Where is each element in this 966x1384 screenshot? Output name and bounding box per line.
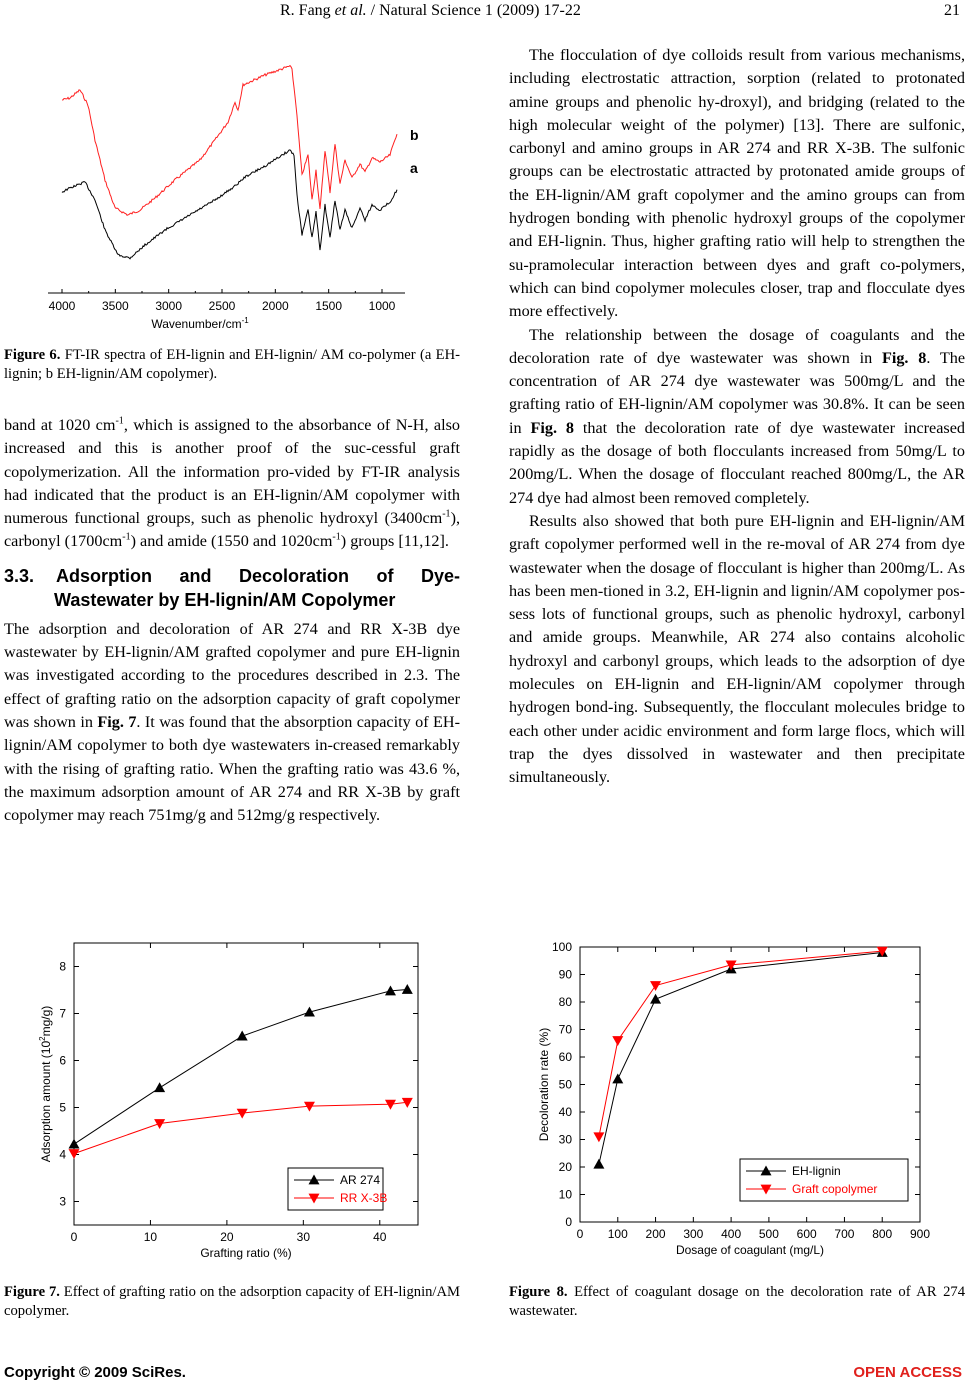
- text-run: The relationship between the dosage of coagulants and the decoloration rate of dye wastewater was shown in: [509, 325, 965, 367]
- y-tick-label: 100: [551, 940, 572, 954]
- running-title-authors: R. Fang: [280, 2, 335, 19]
- superscript: -1: [332, 532, 341, 544]
- series-line-1: [74, 990, 407, 1145]
- paragraph-dosage: [509, 324, 965, 510]
- figure-6-caption: [4, 346, 460, 384]
- data-point-series-2: [593, 1132, 604, 1142]
- text-run: ), carbonyl (1700cm: [4, 509, 460, 551]
- left-column-text: [4, 414, 460, 827]
- superscript: -1: [442, 508, 451, 520]
- y-tick-label: 70: [558, 1022, 572, 1037]
- y-axis-title: [38, 1006, 53, 1163]
- y-tick-label: 90: [558, 967, 572, 982]
- y-tick-label: 4: [59, 1147, 66, 1162]
- x-tick-label: 600: [796, 1227, 817, 1241]
- data-point-series-1: [593, 1159, 604, 1169]
- y-axis-title: Decoloration rate (%): [537, 1027, 551, 1142]
- running-title-journal: / Natural Science 1 (2009) 17-22: [366, 2, 581, 19]
- figure-7-caption-label: Figure 7.: [4, 1284, 60, 1300]
- page-number: 21: [944, 2, 960, 19]
- legend-label: RR X-3B: [340, 1191, 388, 1205]
- x-tick-label: 400: [721, 1227, 742, 1241]
- y-tick-label: 6: [59, 1053, 66, 1068]
- copyright-footer: Copyright © 2009 SciRes.: [4, 1364, 186, 1381]
- data-point-series-2: [154, 1119, 165, 1129]
- y-tick-label: 0: [565, 1215, 572, 1229]
- figure-7-caption-text: Effect of grafting ratio on the adsorption capacity of EH-lignin/AM copolymer.: [4, 1284, 460, 1319]
- paragraph-flocculation: The flocculation of dye colloids result from various mechanisms, including electrostatic attraction, sorption (related to protonated amine groups and phenolic hy-droxyl), and bridging (related to the high molecular weight of the polymer) [13]. There are sulfonic, carbonyl and amino groups in AR 274 and RR X-3B. The sulfonic groups can be electrostatic attracted by protonated amide groups of the EH-lignin/AM graft copolymer and the amino groups can from hydrogen bonding with phenolic hydroxyl groups of the copolymer and EH-lignin. Thus, higher grafting ratio will help to strengthen the su-pramolecular interaction between dyes and graft co-polymers, which can bind copolymer molecules closer, trap and flocculate dyes more effectively.: [509, 46, 965, 321]
- x-tick-label: 900: [909, 1227, 931, 1241]
- figure-6-caption-label: Figure 6.: [4, 347, 61, 363]
- text-run: ) and amide (1550 and 1020cm: [130, 532, 333, 551]
- y-axis-title-text: Adsorption amount (10: [39, 1040, 53, 1163]
- figure-7-caption: [4, 1283, 460, 1321]
- series-line-2: [599, 951, 882, 1137]
- figure-reference: Fig. 8: [881, 348, 927, 367]
- paragraph-ftir-summary: [4, 414, 460, 554]
- data-point-series-1: [69, 1139, 80, 1149]
- x-tick-label: 2500: [208, 299, 236, 313]
- data-point-series-1: [612, 1074, 623, 1084]
- legend-label: EH-lignin: [792, 1164, 841, 1178]
- data-point-series-1: [402, 984, 413, 994]
- figure-reference: Fig. 7: [97, 712, 137, 731]
- x-axis-title: Dosage of coagulant (mg/L): [675, 1243, 825, 1257]
- text-run: , which is assigned to the absorbance of N-H, also increased and this is another proof of the suc-cessful graft copolymerization. All the information pro-vided by FT-IR analysis had indicated that the product is an EH-lignin/AM copolymer with numerous functional groups, such as phenolic hydroxyl (3400cm: [4, 416, 460, 528]
- figure-8-caption: [509, 1283, 965, 1321]
- x-tick-label: 0: [70, 1230, 78, 1244]
- paragraph-results: Results also showed that both pure EH-lignin and EH-lignin/AM graft copolymer performed well in the re-moval of AR 274 from dye wastewater when the dosage of flocculant is higher than 200mg/L. As has been men-tioned in 3.2, EH-lignin and lignin/AM copolymer pos-sess lots of functional groups, such as phenolic hydroxyl, carbonyl and amide groups. Meanwhile, AR 274 also contains alcoholic hydroxyl and carbonyl groups, which leads to the adsorption of dye molecules on EH-lignin and EH-lignin/AM copolymer through hydrogen bond-ing. Subsequently, the flocculant molecules bridge to each other under acidic environment and form large flocs, which will trap the dyes dissolved in wastewater and then precipitate simultaneously.: [509, 511, 965, 787]
- y-tick-label: 20: [558, 1160, 572, 1174]
- x-tick-label: 3500: [101, 299, 129, 313]
- section-heading: [4, 564, 460, 588]
- superscript: -1: [122, 532, 131, 544]
- data-point-series-1: [650, 994, 661, 1004]
- data-point-series-2: [612, 1036, 623, 1046]
- y-axis-title-sup: 2: [38, 1036, 47, 1041]
- figure-6-ftir-spectra: [40, 60, 420, 335]
- y-tick-label: 8: [59, 959, 66, 974]
- y-tick-label: 80: [558, 995, 572, 1009]
- y-tick-label: 50: [558, 1077, 572, 1092]
- x-axis-title: Grafting ratio (%): [200, 1246, 292, 1260]
- text-run: band at 1020 cm: [4, 416, 116, 434]
- x-axis-title-sup: -1: [241, 316, 249, 325]
- y-tick-label: 3: [59, 1194, 66, 1209]
- open-access-footer: OPEN ACCESS: [853, 1364, 962, 1381]
- legend-label: Graft copolymer: [792, 1182, 878, 1196]
- y-tick-label: 5: [59, 1100, 66, 1115]
- figure-8-caption-text: Effect of coagulant dosage on the decoloration rate of AR 274 wastewater.: [509, 1284, 966, 1319]
- figure-7-chart: [30, 935, 460, 1270]
- x-axis-title: [151, 316, 249, 331]
- text-run: that the decoloration rate of dye wastewater increased rapidly as the dosage of both flocculants increased from 50mg/L to 200mg/L. When the dosage of flocculant reached 800mg/L, the AR 274 dye had almost been removed completely.: [509, 418, 965, 507]
- spectrum-b-label: b: [410, 127, 419, 143]
- x-tick-label: 10: [143, 1230, 158, 1244]
- x-tick-label: 700: [834, 1227, 855, 1241]
- x-tick-label: 1500: [315, 299, 343, 313]
- x-tick-label: 100: [607, 1227, 628, 1241]
- right-column-text: [509, 44, 965, 790]
- data-point-series-1: [154, 1082, 165, 1092]
- spectrum-a-label: a: [410, 160, 418, 176]
- x-tick-label: 30: [296, 1230, 311, 1244]
- x-tick-label: 40: [373, 1230, 387, 1244]
- running-title-etal: et al.: [334, 2, 367, 19]
- figure-8-chart: [530, 935, 960, 1270]
- series-line-1: [599, 953, 882, 1165]
- text-run: . The concentration of AR 274 dye wastewater was 500mg/L and the grafting ratio of EH-lignin/AM copolymer was 30.8%. It can be seen in: [509, 348, 966, 437]
- data-point-series-1: [237, 1031, 248, 1041]
- x-axis-title-text: Wavenumber/cm: [151, 317, 242, 331]
- x-tick-label: 4000: [48, 299, 76, 313]
- x-tick-label: 2000: [261, 299, 289, 313]
- section-title-line2: Wastewater by EH-lignin/AM Copolymer: [54, 589, 396, 610]
- text-run: The adsorption and decoloration of AR 274 and RR X-3B dye wastewater by EH-lignin/AM grafted copolymer and pure EH-lignin was investigated according to the procedures described in 2.3. The effect of grafting ratio on the adsorption capacity of graft copolymer was shown in: [4, 619, 460, 731]
- legend-label: AR 274: [340, 1173, 381, 1187]
- figure-reference: Fig. 8: [530, 418, 574, 437]
- section-title-line1: Adsorption and Decoloration of Dye-: [56, 565, 460, 586]
- y-tick-label: 30: [558, 1132, 572, 1147]
- figure-6-caption-text: FT-IR spectra of EH-lignin and EH-lignin/ AM co-polymer (a EH-lignin; b EH-lignin/AM copolymer).: [4, 347, 460, 382]
- y-tick-label: 10: [558, 1187, 572, 1202]
- y-tick-label: 40: [558, 1105, 572, 1119]
- spectrum-b-line: [62, 66, 397, 216]
- y-tick-label: 7: [59, 1006, 66, 1021]
- data-point-series-2: [650, 981, 661, 991]
- x-tick-label: 0: [576, 1227, 584, 1241]
- superscript: -1: [115, 415, 124, 427]
- y-tick-label: 60: [558, 1050, 572, 1064]
- text-run: ) groups [11,12].: [340, 532, 449, 551]
- x-tick-label: 20: [220, 1230, 234, 1244]
- text-run: . It was found that the absorption capacity of EH-lignin/AM copolymer to both dye wastewaters in-creased remarkably with the rising of grafting ratio. When the grafting ratio was 43.6 %, the maximum adsorption amount of AR 274 and RR X-3B by graft copolymer may reach 751mg/g and 512mg/g respectively.: [4, 712, 460, 825]
- x-tick-label: 3000: [155, 299, 183, 313]
- section-number: 3.3.: [4, 565, 35, 586]
- x-tick-label: 200: [645, 1227, 666, 1241]
- x-tick-label: 1000: [368, 299, 396, 313]
- x-tick-label: 800: [872, 1227, 893, 1241]
- x-tick-label: 300: [683, 1227, 704, 1241]
- y-axis-title-text: mg/g): [39, 1005, 53, 1037]
- x-tick-label: 500: [758, 1227, 779, 1241]
- running-title: [280, 2, 581, 20]
- figure-8-caption-label: Figure 8.: [509, 1284, 568, 1300]
- paragraph-adsorption: [4, 618, 460, 828]
